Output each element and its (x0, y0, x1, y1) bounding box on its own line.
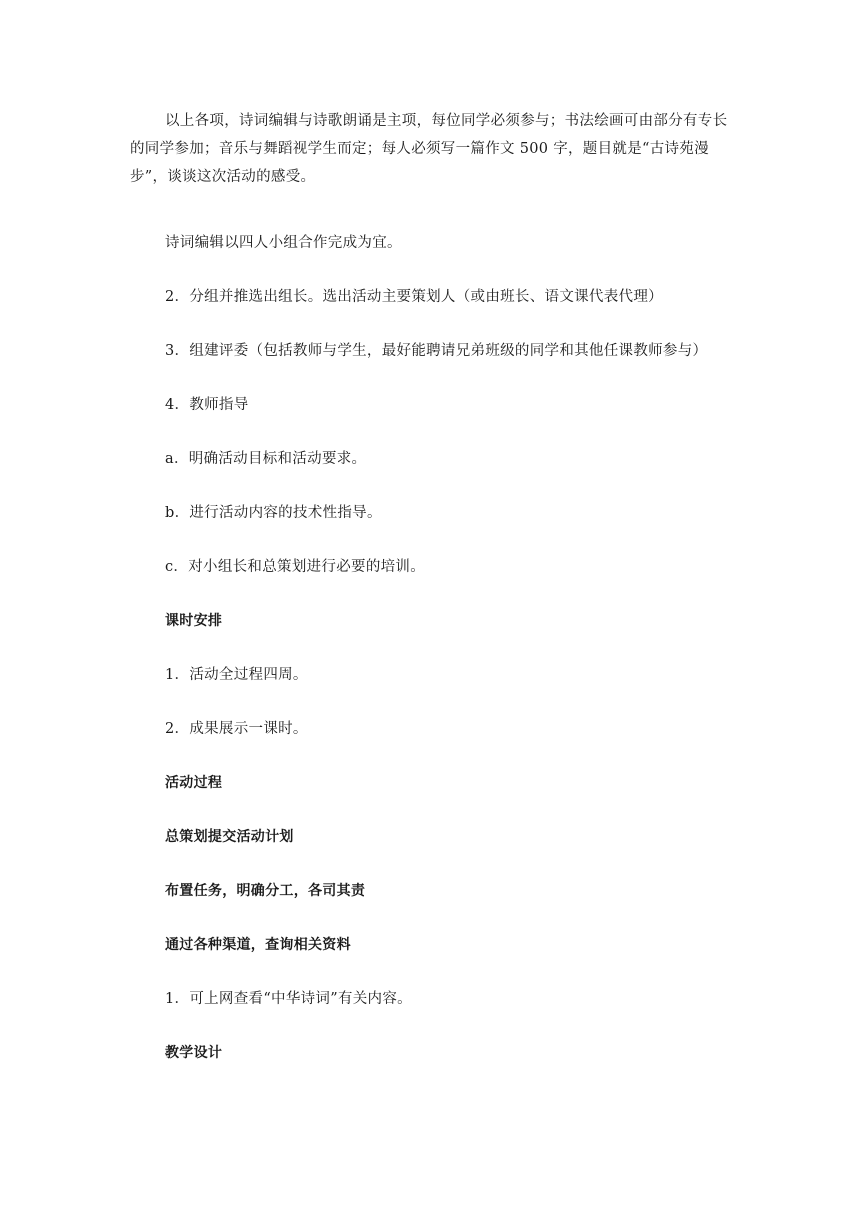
section-heading-schedule: 课时安排 (165, 613, 223, 629)
text-line-step-4b: b．进行活动内容的技术性指导。 (165, 505, 382, 521)
text-line-step-4: 4．教师指导 (165, 397, 249, 413)
section-heading-tasks: 布置任务，明确分工，各司其责 (165, 883, 366, 899)
text-line-step-3: 3．组建评委（包括教师与学生，最好能聘请兄弟班级的同学和其他任课教师参与） (165, 343, 708, 359)
text-line-research-1: 1．可上网查看“中华诗词”有关内容。 (165, 991, 412, 1007)
section-heading-research: 通过各种渠道，查询相关资料 (165, 937, 351, 953)
text-line-group-editing: 诗词编辑以四人小组合作完成为宜。 (165, 235, 402, 251)
text-line-step-2: 2．分组并推选出组长。选出活动主要策划人（或由班长、语文课代表代理） (165, 289, 663, 305)
text-line-schedule-2: 2．成果展示一课时。 (165, 721, 308, 737)
section-heading-process: 活动过程 (165, 775, 223, 791)
text-line-step-4a: a．明确活动目标和活动要求。 (165, 451, 367, 467)
text-line-schedule-1: 1．活动全过程四周。 (165, 667, 308, 683)
intro-paragraph: 以上各项，诗词编辑与诗歌朗诵是主项，每位同学必须参与；书法绘画可由部分有专长的同学参加；音乐与舞蹈视学生而定；每人必须写一篇作文 500 字，题目就是“古诗苑漫步”，谈谈这次活动的感受。 (130, 113, 728, 185)
section-heading-teaching-design: 教学设计 (165, 1045, 223, 1061)
section-heading-plan: 总策划提交活动计划 (165, 829, 294, 845)
text-line-step-4c: c．对小组长和总策划进行必要的培训。 (165, 559, 426, 575)
